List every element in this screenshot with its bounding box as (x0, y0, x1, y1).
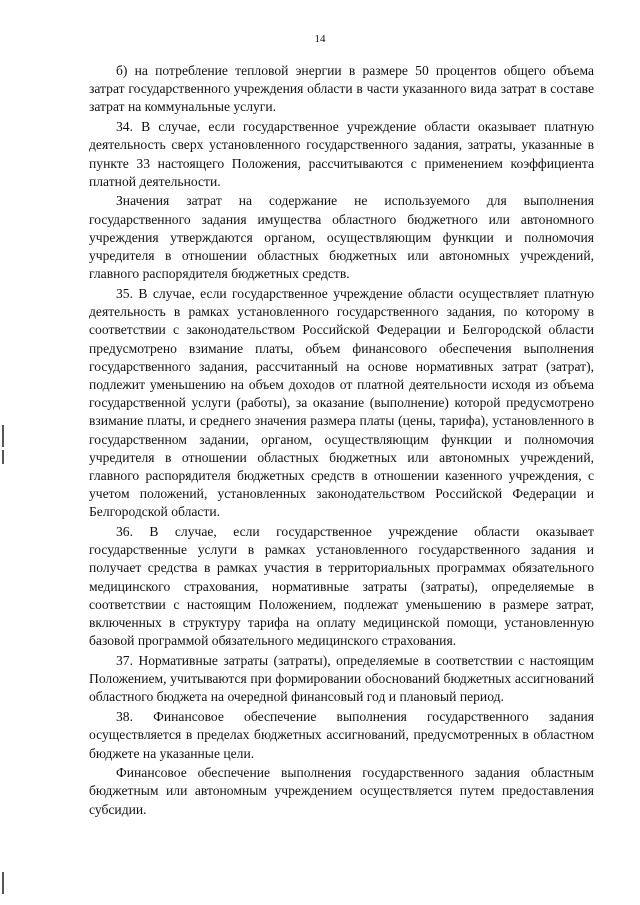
paragraph-38-cont: Финансовое обеспечение выполнения государственного задания областным бюджетным или автономным учреждением осуществляется путем предоставления субсидии. (89, 765, 594, 817)
paragraph-36: 36. В случае, если государственное учреждение области оказывает государственные услуги в рамках установленного государственного задания и получает средства в рамках участия в территориальных программах обязательного медицинского страхования, нормативные затраты (затраты), определяемые в соответствии с настоящим Положением, подлежат уменьшению в размере затрат, включенных в структуру тарифа на оплату медицинской помощи, установленную базовой программой обязательного медицинского страхования. (89, 524, 594, 649)
paragraph-33b: б) на потребление тепловой энергии в размере 50 процентов общего объема затрат государственного учреждения области в части указанного вида затрат в составе затрат на коммунальные услуги. (89, 63, 594, 115)
scan-margin-mark (2, 872, 4, 894)
paragraph-38: 38. Финансовое обеспечение выполнения государственного задания осуществляется в пределах бюджетных ассигнований, предусмотренных в областном бюджете на указанные цели. (89, 709, 594, 761)
paragraph-34: 34. В случае, если государственное учреждение области оказывает платную деятельность сверх установленного государственного задания, затраты, указанные в пункте 33 настоящего Положения, рассчитываются с применением коэффициента платной деятельности. (89, 119, 594, 189)
paragraph-35: 35. В случае, если государственное учреждение области осуществляет платную деятельность в рамках установленного государственного задания, по которому в соответствии с законодательством Российской Федерации и Белгородской области предусмотрено взимание платы, объем финансового обеспечения выполнения государственного задания, рассчитанный на основе нормативных затрат (затрат), подлежит уменьшению на объем доходов от платной деятельности исходя из объема государственной услуги (работы), за оказание (выполнение) которой предусмотрено взимание платы, и среднего значения размера платы (цены, тарифа), установленного в государственном задании, органом, осуществляющим функции и полномочия учредителя в отношении областных бюджетных или автономных учреждений, главного распорядителя бюджетных средств в отношении казенного учреждения, с учетом положений, установленных законодательством Российской Федерации и Белгородской области. (89, 285, 594, 520)
scan-margin-mark (2, 450, 4, 464)
paragraph-37: 37. Нормативные затраты (затраты), определяемые в соответствии с настоящим Положением, учитываются при формировании обоснований бюджетных ассигнований областного бюджета на очередной финансовый год и плановый период. (89, 653, 594, 705)
scan-margin-mark (2, 425, 4, 447)
page-number: 14 (314, 33, 326, 45)
paragraph-34-cont: Значения затрат на содержание не используемого для выполнения государственного задания имущества областного бюджетного или автономного учреждения утверждаются органом, осуществляющим функции и полномочия учредителя в отношении областных бюджетных или автономных учреждений, главного распорядителя бюджетных средств. (89, 193, 594, 282)
document-body (89, 62, 594, 820)
